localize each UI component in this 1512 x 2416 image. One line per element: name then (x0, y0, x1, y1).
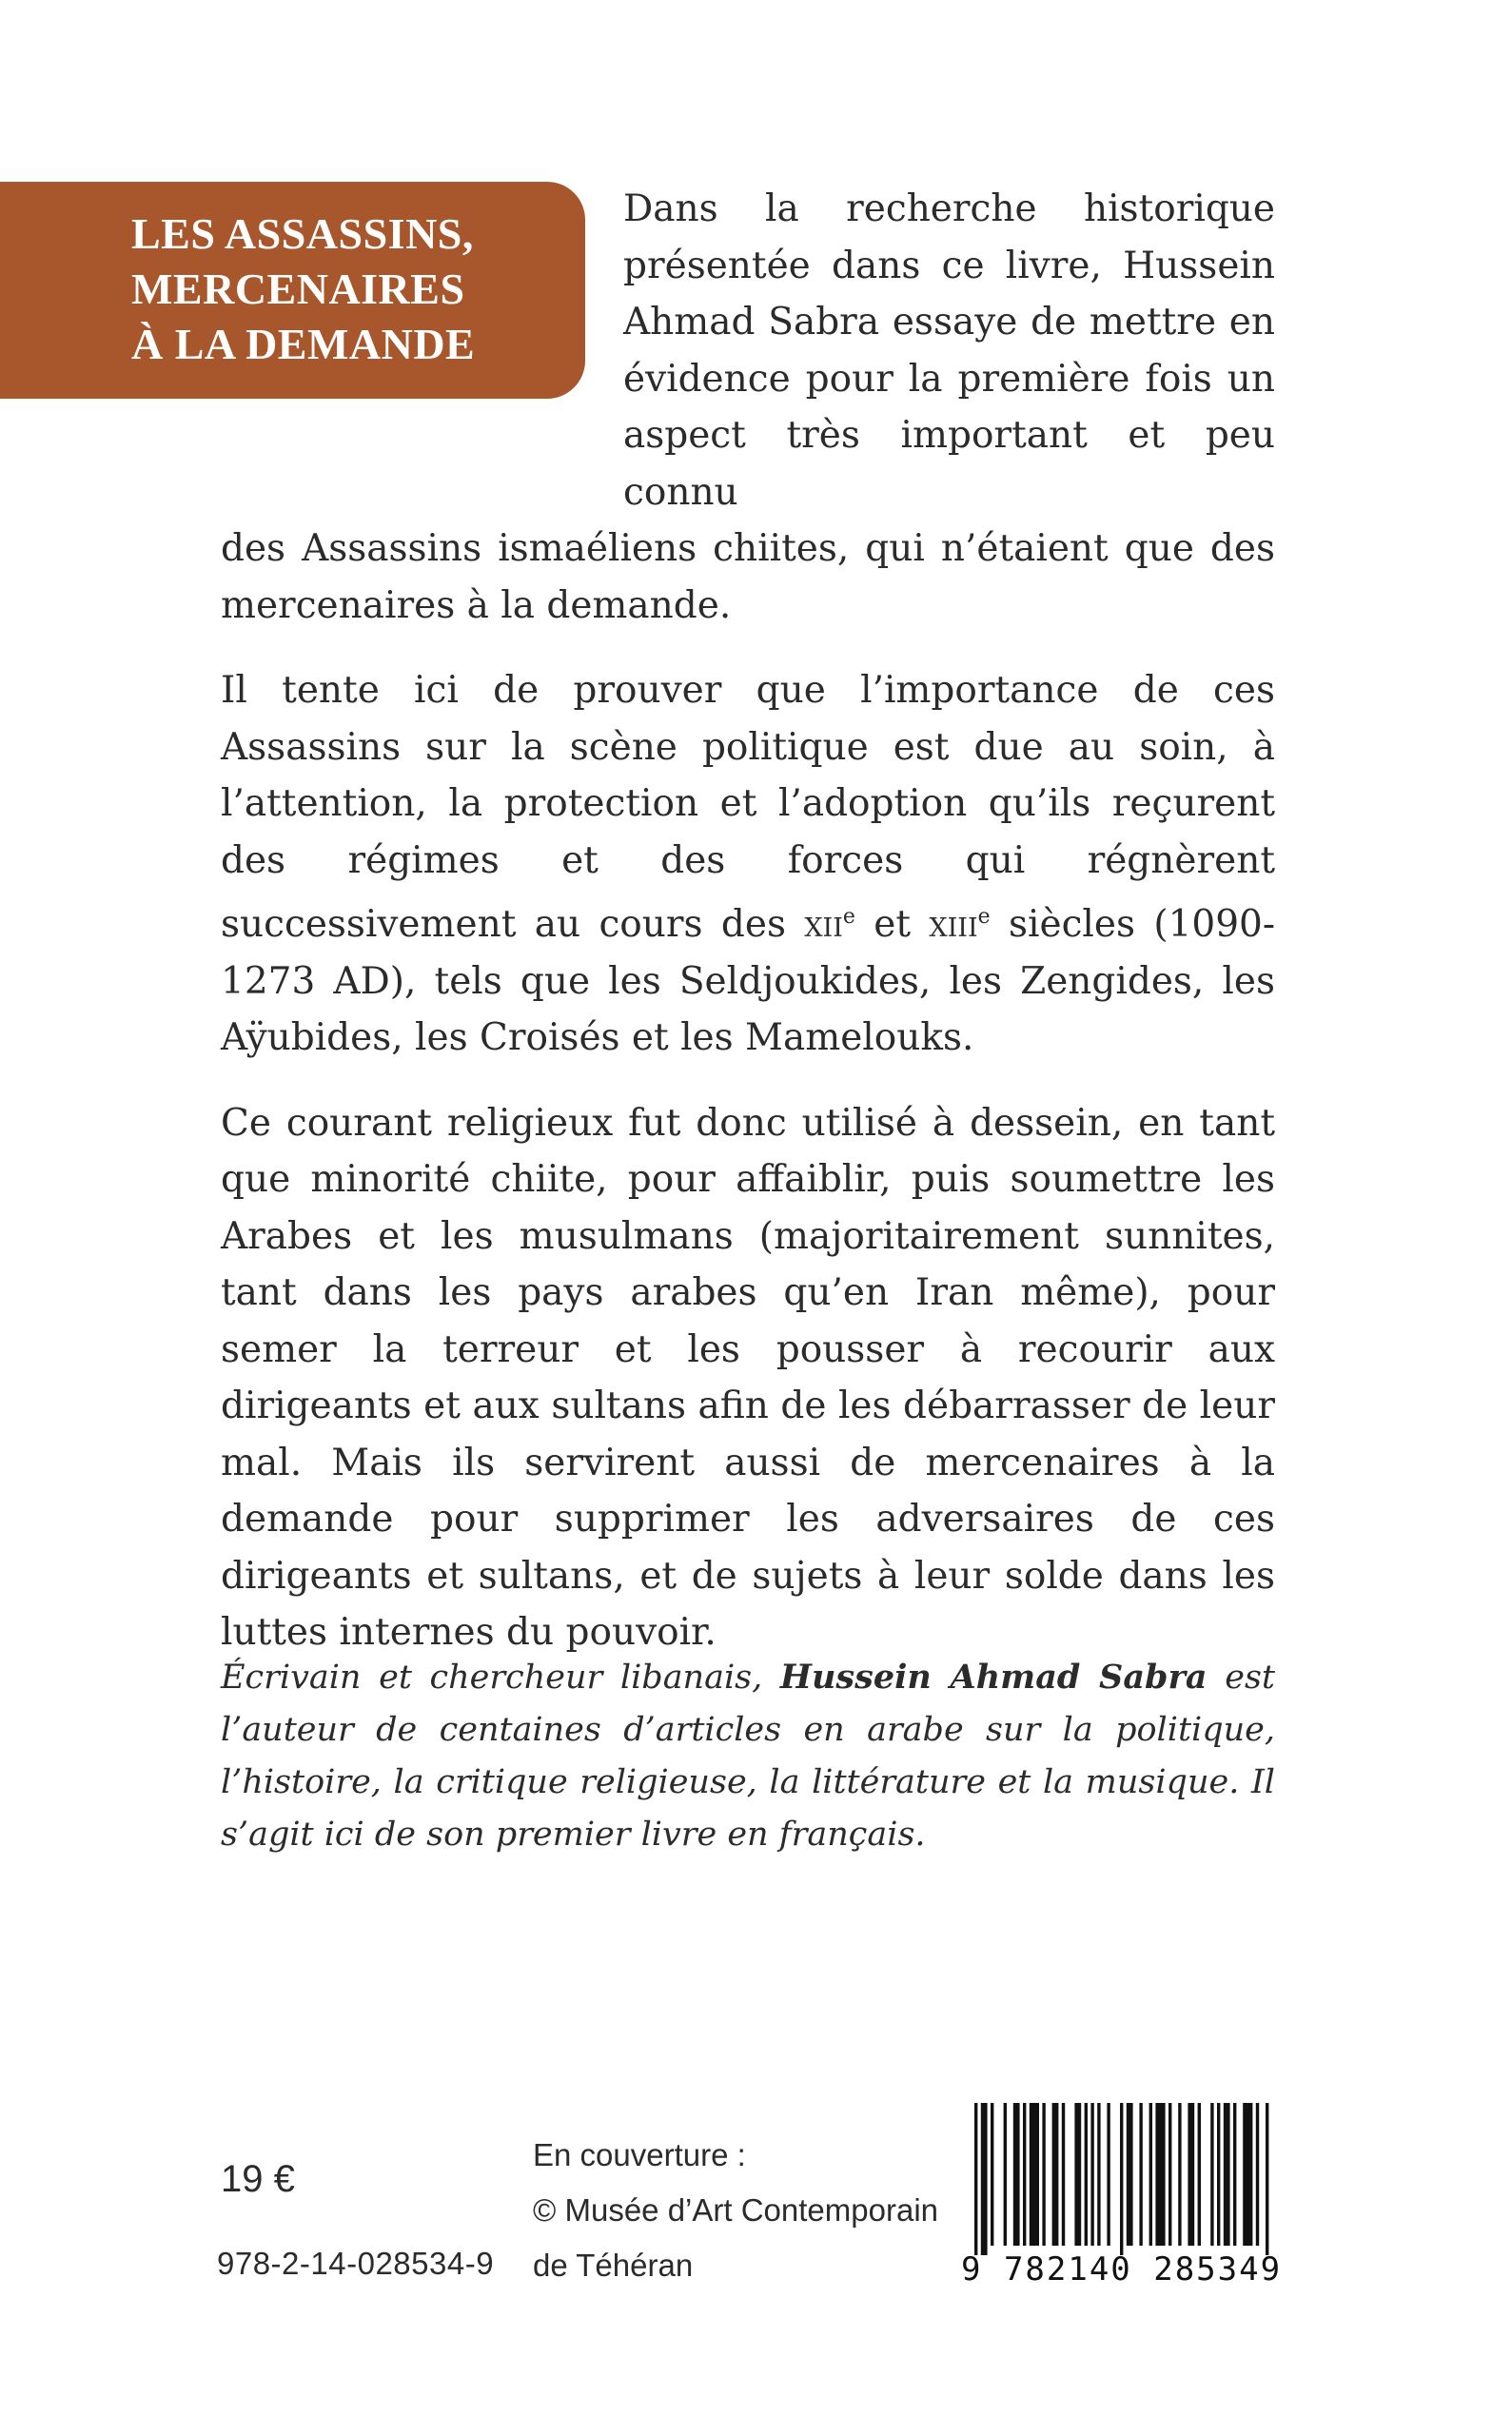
thesis-text-a: Il tente ici de prouver que l’importance de ces Assassins sur la scène politique est due au soin, à l’attention, la protection et l’adoption qu’ils reçurent des régimes et des forces qui régnèrent successivement au cours des (221, 669, 1275, 946)
description (221, 181, 1275, 1661)
barcode-bar (1030, 2103, 1039, 2246)
intro-rest: des Assassins ismaéliens chiites, qui n’étaient que des mercenaires à la demande. (221, 527, 1275, 627)
barcode-bar (991, 2103, 993, 2246)
barcode-bar (1188, 2103, 1194, 2246)
century-12: xii (804, 903, 843, 946)
barcode-bar (1120, 2103, 1123, 2255)
barcode-bar (974, 2103, 977, 2255)
thesis-text-b: siècles (1090-1273 AD), tels que les Seldjoukides, les Zengides, les Aÿubides, les Croisés et les Mamelouks. (221, 903, 1275, 1059)
cover-credit (533, 2128, 938, 2293)
barcode-bar (1062, 2103, 1065, 2246)
barcode-bar (1090, 2103, 1093, 2246)
credit-line: En couverture : (533, 2137, 746, 2172)
barcode-bar (1155, 2103, 1165, 2246)
paragraph-intro (221, 181, 1275, 634)
barcode-bar (1107, 2103, 1109, 2246)
barcode-bar (1210, 2103, 1213, 2246)
price: 19 € (221, 2158, 295, 2200)
barcode-bar (1149, 2103, 1152, 2246)
barcode-bar (1052, 2103, 1059, 2246)
barcode-bar (1198, 2103, 1201, 2246)
century-sup: e (977, 905, 991, 929)
credit-line: de Téhéran (533, 2248, 694, 2283)
barcode-bar (1168, 2103, 1171, 2246)
bio-text-a: Écrivain et chercheur libanais, (221, 1659, 780, 1697)
intro-line: présentée dans ce livre, Hussein (623, 244, 1275, 287)
barcode-bar (981, 2103, 988, 2255)
author-bio (221, 1651, 1275, 1861)
barcode-bar (1178, 2103, 1181, 2246)
credit-line: © Musée d’Art Contemporain (533, 2192, 939, 2228)
paragraph-thesis (221, 662, 1275, 1067)
intro-line: Ahmad Sabra essaye de mettre en (623, 301, 1275, 344)
paragraph-argument: Ce courant religieux fut donc utilisé à dessein, en tant que minorité chiite, pour affaiblir, puis soumettre les Arabes et les musulmans (majoritairement sunnites, tant dans les pays arabes qu’en Iran même), pour semer la terreur et les pousser à recourir aux dirigeants et aux sultans afin de les débarrasser de leur mal. Mais ils servirent aussi de mercenaires à la demande pour supprimer les adversaires de ces dirigeants et sultans, et de sujets à leur solde dans les luttes internes du pouvoir. (221, 1101, 1275, 1654)
barcode-bar (1097, 2103, 1100, 2246)
barcode-bar (1074, 2103, 1081, 2246)
barcode-bar (1013, 2103, 1020, 2246)
bio-text-b: est l’auteur de centaines d’articles en arabe sur la politique, l’histoire, la critique religieuse, la littérature et la musique. Il s’agit ici de son premier livre en français. (221, 1659, 1276, 1854)
thesis-and: et (854, 903, 930, 946)
barcode-bar (1256, 2103, 1259, 2246)
title-line: LES ASSASSINS, (131, 209, 474, 258)
title-line: MERCENAIRES (131, 265, 465, 313)
intro-line: aspect très important et peu connu (623, 414, 1275, 514)
barcode-bar (1023, 2103, 1026, 2246)
barcode-bar (1217, 2103, 1220, 2246)
barcode-bar (1139, 2103, 1142, 2246)
barcode-bar (1042, 2103, 1045, 2246)
barcode-bar (1266, 2103, 1268, 2255)
barcode-bar (1004, 2103, 1007, 2246)
barcode-bar (1127, 2103, 1133, 2246)
barcode-digits: 9 782140 285349 (961, 2250, 1283, 2288)
barcode-bar (1085, 2103, 1088, 2246)
century-sup: e (842, 905, 855, 929)
title-line: À LA DEMANDE (131, 320, 476, 368)
isbn: 978-2-14-028534-9 (217, 2246, 495, 2281)
barcode-bar (1243, 2103, 1252, 2246)
barcode-bar (1224, 2103, 1230, 2246)
intro-line: Dans la recherche historique (623, 187, 1275, 230)
author-name: Hussein Ahmad Sabra (779, 1658, 1208, 1697)
century-13: xiii (929, 903, 978, 946)
barcode (972, 2103, 1282, 2255)
intro-line: évidence pour la première fois un (623, 357, 1275, 401)
barcode-bar (1233, 2103, 1236, 2246)
